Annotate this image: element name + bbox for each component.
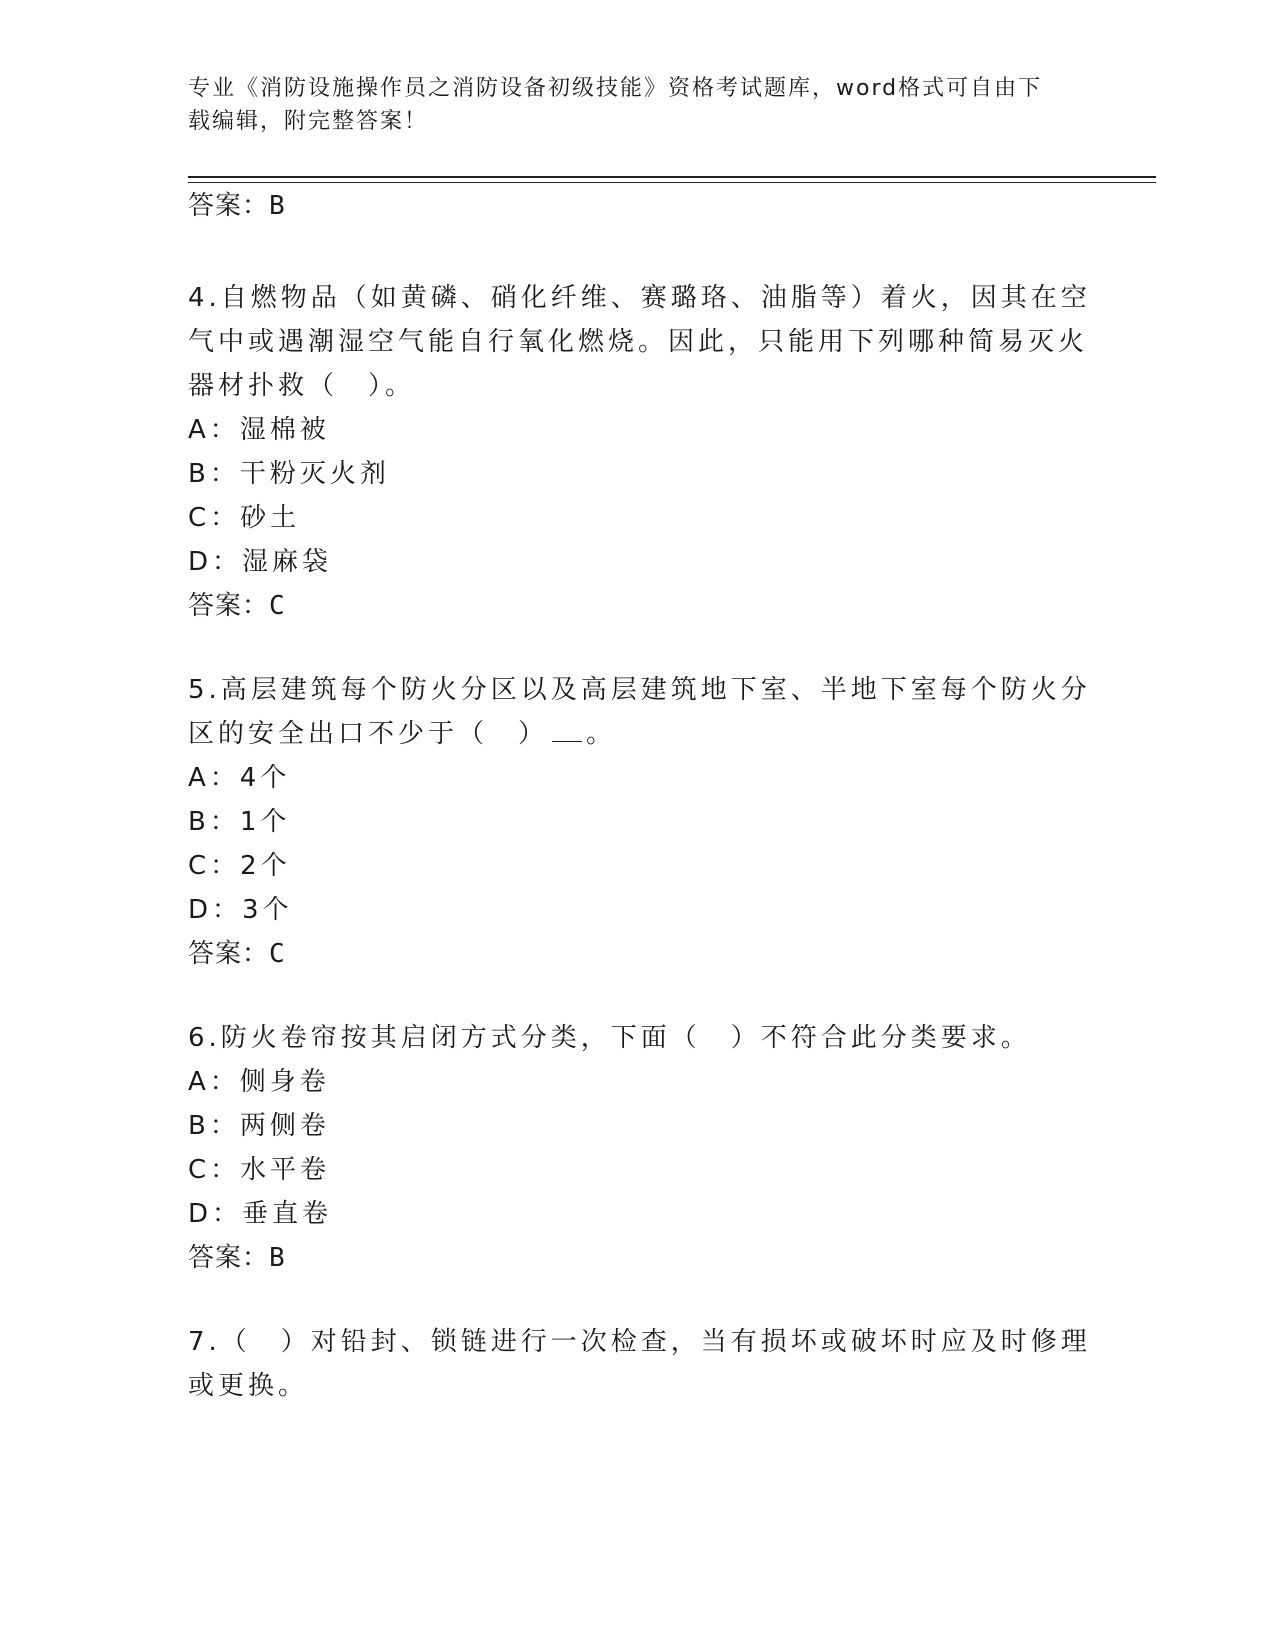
question-6-option-c: C：水平卷 bbox=[188, 1155, 331, 1185]
question-5-line-2-end: 。 bbox=[586, 719, 617, 749]
question-4-option-a: A：湿棉被 bbox=[188, 415, 330, 445]
question-4-line-3: 器材扑救（ ）。 bbox=[188, 371, 416, 401]
question-4-option-b: B：干粉灭火剂 bbox=[188, 459, 390, 489]
question-5-line-2 bbox=[188, 714, 1088, 754]
question-5-line-1: 5.高层建筑每个防火分区以及高层建筑地下室、半地下室每个防火分 bbox=[188, 675, 1091, 705]
answer-q3: 答案：B bbox=[188, 191, 286, 221]
question-7-line-2: 或更换。 bbox=[188, 1371, 309, 1401]
document-header bbox=[188, 72, 1068, 138]
answer-q5: 答案：C bbox=[188, 939, 286, 969]
question-5-option-b: B：1个 bbox=[188, 807, 291, 837]
question-4-line-1: 4.自燃物品（如黄磷、硝化纤维、赛璐珞、油脂等）着火，因其在空 bbox=[188, 283, 1091, 313]
question-6-line-1: 6.防火卷帘按其启闭方式分类，下面（ ）不符合此分类要求。 bbox=[188, 1023, 1031, 1053]
header-line-2: 载编辑，附完整答案！ bbox=[188, 109, 429, 134]
question-7-line-1: 7.（ ）对铅封、锁链进行一次检查，当有损坏或破坏时应及时修理 bbox=[188, 1327, 1091, 1357]
question-6-option-a: A：侧身卷 bbox=[188, 1067, 330, 1097]
header-divider-thick bbox=[188, 176, 1156, 178]
question-4-option-d: D：湿麻袋 bbox=[188, 547, 333, 577]
question-4-line-2: 气中或遇潮湿空气能自行氧化燃烧。因此，只能用下列哪种简易灭火 bbox=[188, 327, 1089, 357]
header-divider-thin bbox=[188, 182, 1156, 183]
question-5-option-c: C：2个 bbox=[188, 851, 291, 881]
question-6-option-b: B：两侧卷 bbox=[188, 1111, 330, 1141]
fill-in-blank bbox=[552, 719, 582, 742]
question-5-option-a: A：4个 bbox=[188, 763, 291, 793]
question-6-option-d: D：垂直卷 bbox=[188, 1199, 333, 1229]
answer-q6: 答案：B bbox=[188, 1243, 286, 1273]
question-4-option-c: C：砂土 bbox=[188, 503, 301, 533]
question-5-option-d: D：3个 bbox=[188, 895, 293, 925]
answer-q4: 答案：C bbox=[188, 591, 286, 621]
question-5-line-2-text: 区的安全出口不少于（ ） bbox=[188, 719, 549, 749]
header-line-1: 专业《消防设施操作员之消防设备初级技能》资格考试题库，word格式可自由下 bbox=[188, 76, 1043, 101]
